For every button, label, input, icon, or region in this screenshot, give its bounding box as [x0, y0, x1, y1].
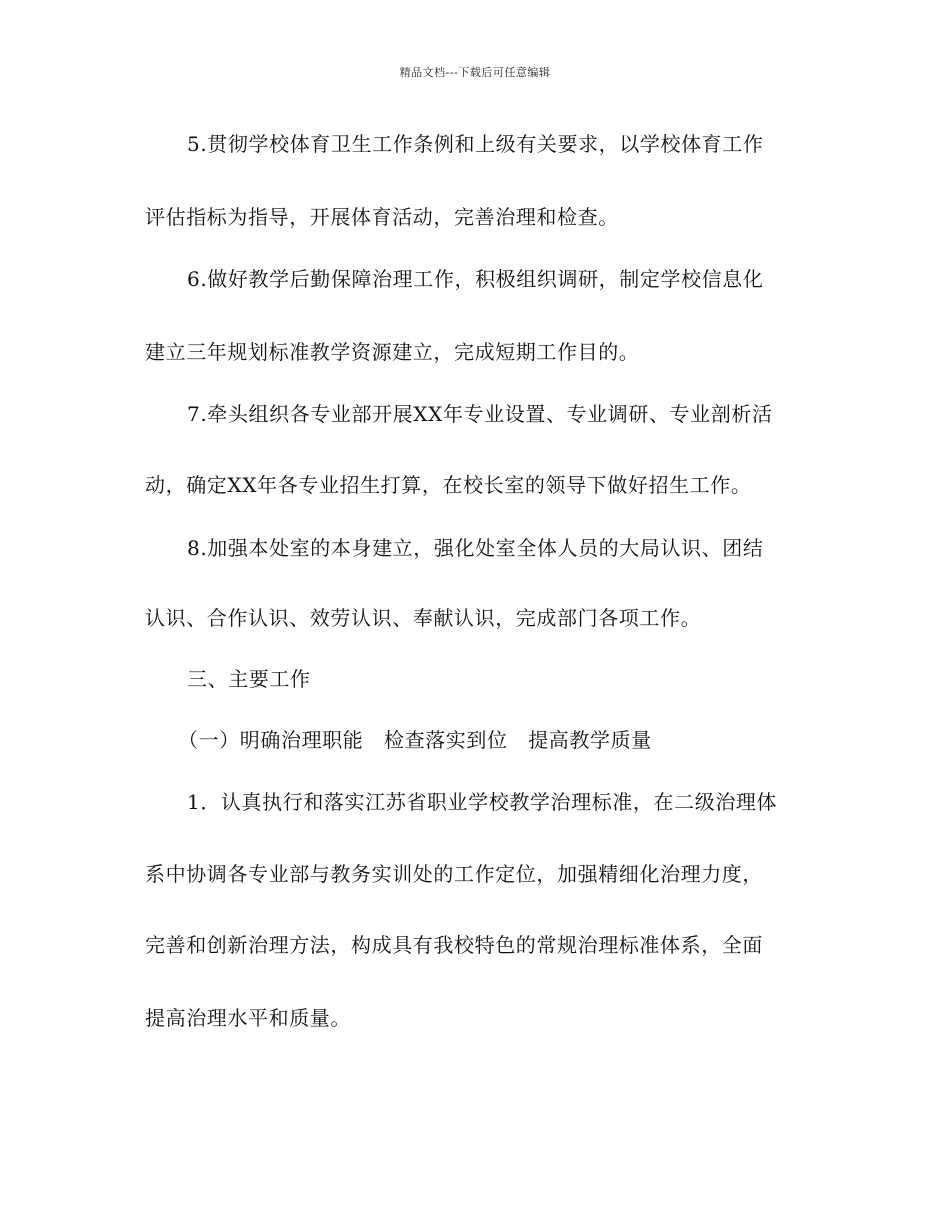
paragraph-line: 提高治理水平和质量。 — [145, 1006, 351, 1030]
paragraph-line: 7.牵头组织各专业部开展XX年专业设置、专业调研、专业剖析活 — [187, 402, 773, 426]
paragraph-line: 8.加强本处室的本身建立，强化处室全体人员的大局认识、团结 — [187, 536, 764, 560]
paragraph-line: 6.做好教学后勤保障治理工作，积极组织调研，制定学校信息化 — [187, 267, 764, 291]
page-header: 精品文档---下载后可任意编辑 — [399, 66, 551, 79]
paragraph-line: 1．认真执行和落实江苏省职业学校教学治理标准，在二级治理体 — [187, 790, 778, 814]
subsection-heading: （一）明确治理职能 检查落实到位 提高教学质量 — [178, 728, 652, 752]
paragraph-line: 5.贯彻学校体育卫生工作条例和上级有关要求，以学校体育工作 — [187, 132, 764, 156]
section-heading: 三、主要工作 — [187, 667, 311, 691]
paragraph-line: 认识、合作认识、效劳认识、奉献认识，完成部门各项工作。 — [145, 606, 702, 630]
paragraph-line: 评估指标为指导，开展体育活动，完善治理和检查。 — [145, 205, 619, 229]
paragraph-line: 系中协调各专业部与教务实训处的工作定位，加强精细化治理力度， — [145, 862, 763, 886]
paragraph-line: 动，确定XX年各专业招生打算，在校长室的领导下做好招生工作。 — [145, 473, 752, 497]
paragraph-line: 建立三年规划标准教学资源建立，完成短期工作目的。 — [145, 340, 640, 364]
paragraph-line: 完善和创新治理方法，构成具有我校特色的常规治理标准体系，全面 — [145, 933, 763, 957]
